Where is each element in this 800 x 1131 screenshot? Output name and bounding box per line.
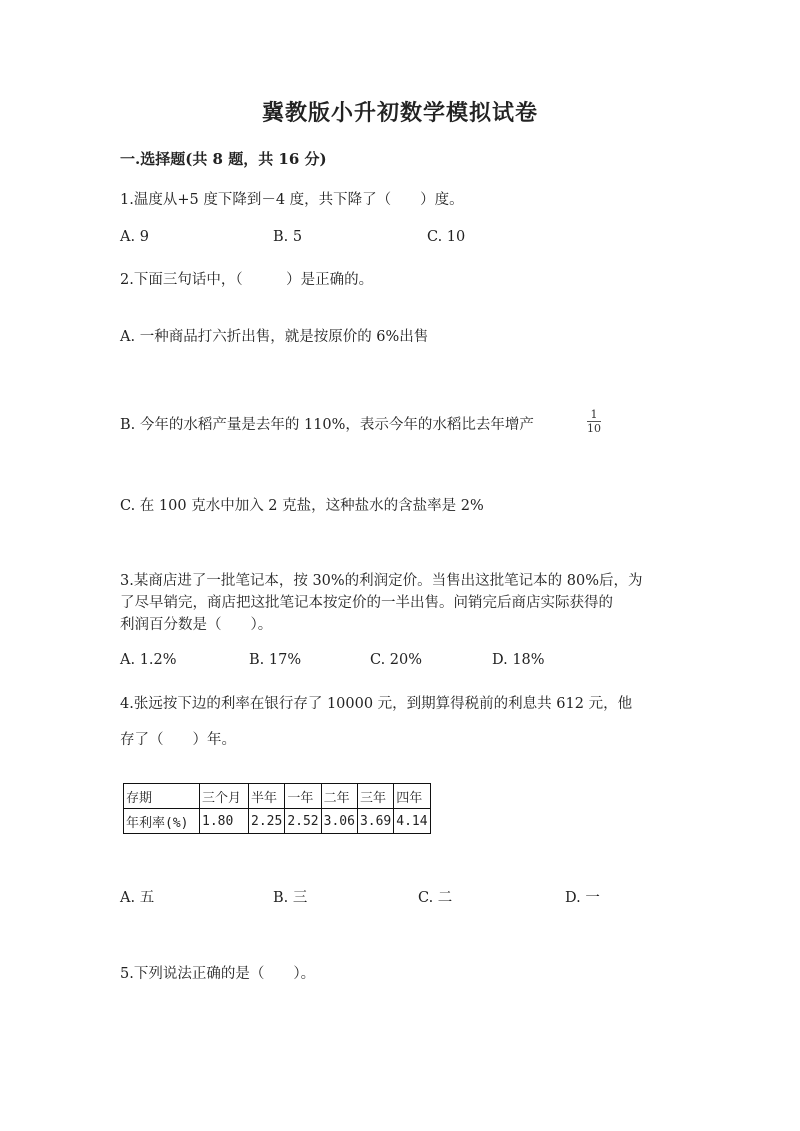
fraction-numerator: 1 [590,408,598,421]
table-cell: 2.25 [249,809,285,834]
table-header-row [124,784,431,809]
table-header-cell: 三个月 [200,784,249,809]
table-header-cell: 四年 [394,784,430,809]
question-3-option-b: B. 17% [249,652,302,668]
table-cell: 4.14 [394,809,430,834]
question-3-line-1: 3.某商店进了一批笔记本，按 30%的利润定价。当售出这批笔记本的 80%后，为 [120,573,643,589]
question-2-option-a: A. 一种商品打六折出售，就是按原价的 6%出售 [120,329,429,345]
page-title: 冀教版小升初数学模拟试卷 [261,100,538,126]
table-cell: 年利率(%) [124,809,200,834]
question-4-option-b: B. 三 [273,890,308,906]
table-cell: 1.80 [200,809,249,834]
table-header-cell: 二年 [321,784,357,809]
question-4-line-2: 存了（ ）年。 [120,732,236,748]
question-1-option-a: A. 9 [120,229,149,245]
table-header-cell: 半年 [249,784,285,809]
question-5-text: 5.下列说法正确的是（ ）。 [120,966,316,982]
question-1-option-b: B. 5 [273,229,303,245]
question-3-line-3: 利润百分数是（ ）。 [120,617,273,633]
table-row [124,809,431,834]
question-3-option-c: C. 20% [370,652,423,668]
table-cell: 2.52 [285,809,321,834]
table-cell: 3.06 [321,809,357,834]
question-2-option-c: C. 在 100 克水中加入 2 克盐，这种盐水的含盐率是 2% [120,498,484,514]
question-1-option-c: C. 10 [427,229,466,245]
table-header-cell: 一年 [285,784,321,809]
fraction-denominator: 10 [587,422,601,435]
interest-rate-table [123,783,431,834]
table-header-cell: 存期 [124,784,200,809]
question-3-line-2: 了尽早销完，商店把这批笔记本按定价的一半出售。问销完后商店实际获得的 [120,595,613,611]
question-3-option-d: D. 18% [492,652,545,668]
question-4-line-1: 4.张远按下边的利率在银行存了 10000 元，到期算得税前的利息共 612 元，他 [120,696,633,712]
question-3-option-a: A. 1.2% [120,652,177,668]
question-4-option-a: A. 五 [120,890,155,906]
table-header-cell: 三年 [357,784,393,809]
question-2-option-b: B. 今年的水稻产量是去年的 110%，表示今年的水稻比去年增产 [120,417,534,433]
question-2-text: 2.下面三句话中，（ ）是正确的。 [120,272,374,288]
table-cell: 3.69 [357,809,393,834]
question-1-text: 1.温度从+5 度下降到－4 度，共下降了（ ）度。 [120,192,464,208]
section-heading: 一.选择题(共 8 题，共 16 分) [120,150,327,168]
fraction-one-tenth [586,408,602,435]
question-4-option-c: C. 二 [418,890,453,906]
question-4-option-d: D. 一 [565,890,600,906]
